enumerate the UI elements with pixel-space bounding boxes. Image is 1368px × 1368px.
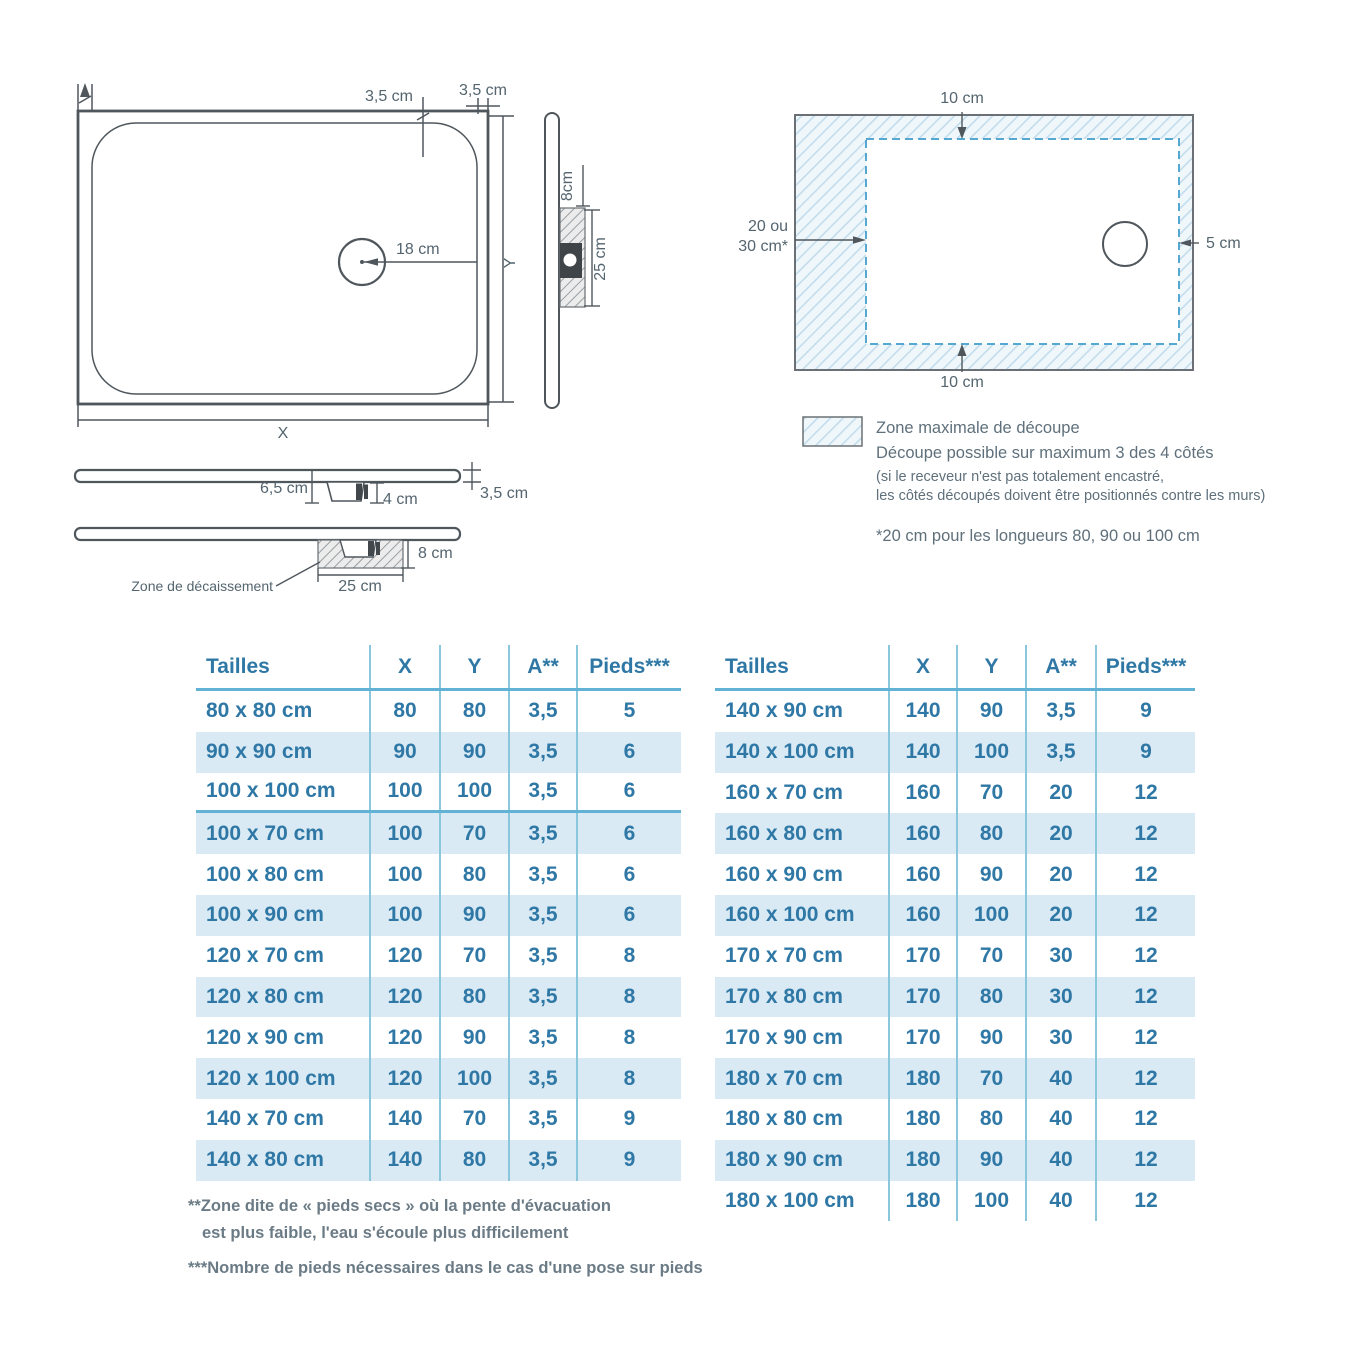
cell-pieds: 12 [1134,984,1158,1008]
cell-y: 70 [958,1058,1027,1099]
dim-label-margin-right: 5 cm [1206,235,1241,252]
cell-a: 3,5 [510,1017,578,1058]
cell-size: 100 x 80 cm [196,854,371,895]
cell-pieds: 6 [623,779,636,803]
cell-size: 120 x 100 cm [196,1058,371,1099]
cell-x: 140 [371,1140,441,1181]
table-row [196,895,681,936]
cell-size: 180 x 100 cm [715,1181,890,1222]
cell-a: 3,5 [510,773,578,811]
cell-x: 90 [371,732,441,773]
column-header-y: Y [958,645,1027,688]
table-row [715,1140,1195,1181]
cell-a: 3,5 [510,936,578,977]
table-row [196,977,681,1018]
footnote-pieds-secs-line2: est plus faible, l'eau s'écoule plus difficilement [202,1224,569,1242]
dim-label-border-top: 3,5 cm [364,88,413,105]
dim-label-drain-height: 4 cm [383,491,418,508]
cell-a: 3,5 [510,732,578,773]
cell-a: 30 [1027,1017,1097,1058]
cell-x: 100 [371,813,441,854]
size-table-left [196,645,681,1181]
cell-pieds: 12 [1134,1066,1158,1090]
cut-zone-diagram [795,112,1199,446]
cell-size: 140 x 100 cm [715,732,890,773]
table-body [196,691,681,1181]
dim-label-margin-left-1: 20 ou [747,218,788,235]
cell-pieds: 9 [1140,699,1152,723]
cell-a: 40 [1027,1181,1097,1222]
cell-size: 170 x 70 cm [715,936,890,977]
cell-x: 180 [890,1058,958,1099]
cell-a: 20 [1027,813,1097,854]
cell-y: 90 [958,1017,1027,1058]
table-row [715,1099,1195,1140]
cell-size: 100 x 70 cm [196,813,371,854]
cell-a: 40 [1027,1099,1097,1140]
dim-label-margin-top: 10 cm [940,90,984,107]
cell-pieds: 5 [623,699,636,723]
cell-x: 100 [371,895,441,936]
cell-y: 100 [958,732,1027,773]
cell-x: 120 [371,936,441,977]
cell-x: 170 [890,936,958,977]
cell-size: 170 x 80 cm [715,977,890,1018]
table-row [196,691,681,732]
cell-x: 160 [890,854,958,895]
table-row [196,1099,681,1140]
cell-x: 180 [890,1099,958,1140]
cell-size: 180 x 90 cm [715,1140,890,1181]
cell-size: 90 x 90 cm [196,732,371,773]
cell-y: 80 [958,1099,1027,1140]
cell-a: 3,5 [1027,691,1097,732]
cell-a: 3,5 [510,977,578,1018]
table-row [715,1017,1195,1058]
table-row [196,1058,681,1099]
table-header-row [196,645,681,691]
cell-y: 90 [441,732,510,773]
cell-size: 160 x 80 cm [715,813,890,854]
cell-size: 120 x 70 cm [196,936,371,977]
cell-y: 70 [441,936,510,977]
dim-label-margin-left-2: 30 cm* [738,238,788,255]
cell-size: 180 x 80 cm [715,1099,890,1140]
dim-label-margin-bottom: 10 cm [940,374,984,391]
table-row [715,691,1195,732]
cell-pieds: 12 [1134,780,1158,804]
cut-zone-drain-circle [1103,222,1147,266]
dim-label-drain-depth: 6,5 cm [259,480,308,497]
dim-label-side-gap: 8cm [559,170,576,202]
cell-x: 180 [890,1140,958,1181]
cell-y: 90 [958,1140,1027,1181]
cell-x: 160 [890,773,958,814]
table-row [196,1140,681,1181]
dim-label-recess-depth: 8 cm [418,545,453,562]
cell-pieds: 6 [623,903,636,927]
cell-a: 3,5 [510,1058,578,1099]
dim-label-x: X [277,425,289,442]
cell-pieds: 12 [1134,1188,1158,1212]
cell-pieds: 12 [1134,1148,1158,1172]
cell-pieds: 9 [1140,740,1152,764]
cell-pieds: 9 [623,1107,636,1131]
column-header-a: A** [510,645,578,688]
column-header-x: X [371,645,441,688]
table-row [196,936,681,977]
column-header-y: Y [441,645,510,688]
recess-zone-label: Zone de décaissement [131,578,273,594]
column-header-a: A** [1027,645,1097,688]
tray-plan-view [78,83,514,427]
cell-pieds: 6 [623,740,636,764]
table-body [715,691,1195,1221]
cell-y: 80 [958,813,1027,854]
cell-y: 90 [441,1017,510,1058]
legend-footnote: *20 cm pour les longueurs 80, 90 ou 100 cm [876,527,1200,545]
cell-pieds: 6 [623,821,636,845]
dim-label-side-recess: 25 cm [592,237,609,281]
cell-x: 160 [890,895,958,936]
cell-y: 90 [441,895,510,936]
cell-a: 20 [1027,895,1097,936]
dim-label-y: Y [502,257,519,269]
cell-a: 20 [1027,854,1097,895]
column-header-tailles: Tailles [196,645,371,688]
table-row [196,773,681,814]
footnote-pieds-secs-line1: **Zone dite de « pieds secs » où la pente d'évacuation [188,1197,611,1215]
column-header-pieds: Pieds*** [589,654,670,678]
table-row [715,732,1195,773]
cell-x: 170 [890,1017,958,1058]
cell-x: 120 [371,977,441,1018]
cell-pieds: 8 [623,1066,636,1090]
dim-label-border-right: 3,5 cm [458,82,507,99]
cell-pieds: 12 [1134,1025,1158,1049]
cell-y: 100 [441,773,510,811]
column-header-tailles: Tailles [715,645,890,688]
cell-x: 100 [371,773,441,811]
dim-label-edge-thickness: 3,5 cm [480,485,529,502]
table-row [196,854,681,895]
cell-size: 170 x 90 cm [715,1017,890,1058]
cell-a: 40 [1027,1058,1097,1099]
cell-x: 120 [371,1058,441,1099]
table-row [715,936,1195,977]
cell-y: 90 [958,691,1027,732]
table-row [196,1017,681,1058]
cell-a: 3,5 [510,1140,578,1181]
cell-size: 140 x 70 cm [196,1099,371,1140]
cell-a: 30 [1027,936,1097,977]
cell-pieds: 12 [1134,903,1158,927]
legend-line-4: les côtés découpés doivent être positionnés contre les murs) [876,488,1266,504]
cell-a: 20 [1027,773,1097,814]
footnote-nombre-pieds: ***Nombre de pieds nécessaires dans le cas d'une pose sur pieds [188,1259,703,1277]
cell-y: 80 [441,977,510,1018]
cell-y: 100 [958,895,1027,936]
table-row [715,895,1195,936]
cell-size: 100 x 90 cm [196,895,371,936]
table-row [715,1181,1195,1222]
dim-label-drain-distance: 18 cm [396,241,440,258]
cell-x: 80 [371,691,441,732]
cell-size: 80 x 80 cm [196,691,371,732]
table-row [196,813,681,854]
cell-a: 3,5 [1027,732,1097,773]
table-header-row [715,645,1195,691]
cell-y: 70 [958,936,1027,977]
cell-a: 30 [1027,977,1097,1018]
table-row [715,854,1195,895]
cell-pieds: 8 [623,944,636,968]
cell-a: 3,5 [510,895,578,936]
cell-size: 160 x 100 cm [715,895,890,936]
cell-x: 160 [890,813,958,854]
profile2-bar [75,528,460,540]
cell-size: 160 x 70 cm [715,773,890,814]
cell-a: 3,5 [510,691,578,732]
cell-y: 80 [441,1140,510,1181]
cell-y: 80 [958,977,1027,1018]
cell-size: 140 x 80 cm [196,1140,371,1181]
table-row [715,1058,1195,1099]
size-table-right [715,645,1195,1221]
cell-a: 3,5 [510,854,578,895]
cell-pieds: 6 [623,862,636,886]
cell-a: 40 [1027,1140,1097,1181]
column-header-x: X [890,645,958,688]
cell-pieds: 8 [623,984,636,1008]
legend-line-2: Découpe possible sur maximum 3 des 4 côtés [876,444,1214,462]
cell-y: 70 [441,813,510,854]
cell-y: 70 [958,773,1027,814]
cell-x: 140 [890,732,958,773]
column-header-pieds: Pieds*** [1105,654,1187,678]
cell-y: 80 [441,854,510,895]
cell-a: 3,5 [510,813,578,854]
cell-x: 140 [371,1099,441,1140]
cell-x: 100 [371,854,441,895]
dim-label-recess-width: 25 cm [338,578,382,595]
cell-y: 100 [441,1058,510,1099]
cell-pieds: 8 [623,1025,636,1049]
cell-a: 3,5 [510,1099,578,1140]
cell-pieds: 12 [1134,1107,1158,1131]
cell-pieds: 12 [1134,821,1158,845]
cell-size: 120 x 80 cm [196,977,371,1018]
legend-line-3: (si le receveur n'est pas totalement encastré, [876,469,1165,485]
cell-size: 180 x 70 cm [715,1058,890,1099]
cell-pieds: 9 [623,1148,636,1172]
table-row [715,977,1195,1018]
a-dimension-arrow [80,83,90,97]
cell-x: 140 [890,691,958,732]
legend-title: Zone maximale de découpe [876,419,1080,437]
edge-profile-bar [545,113,559,408]
cell-size: 160 x 90 cm [715,854,890,895]
cell-y: 80 [441,691,510,732]
cell-y: 90 [958,854,1027,895]
cell-size: 120 x 90 cm [196,1017,371,1058]
cell-y: 100 [958,1181,1027,1222]
cell-x: 170 [890,977,958,1018]
cell-pieds: 12 [1134,862,1158,886]
legend-hatch-swatch [803,417,862,446]
cell-size: 140 x 90 cm [715,691,890,732]
cell-x: 120 [371,1017,441,1058]
table-row [715,773,1195,814]
cell-y: 70 [441,1099,510,1140]
table-row [715,813,1195,854]
table-row [196,732,681,773]
cell-x: 180 [890,1181,958,1222]
cell-size: 100 x 100 cm [196,773,371,811]
cell-pieds: 12 [1134,944,1158,968]
